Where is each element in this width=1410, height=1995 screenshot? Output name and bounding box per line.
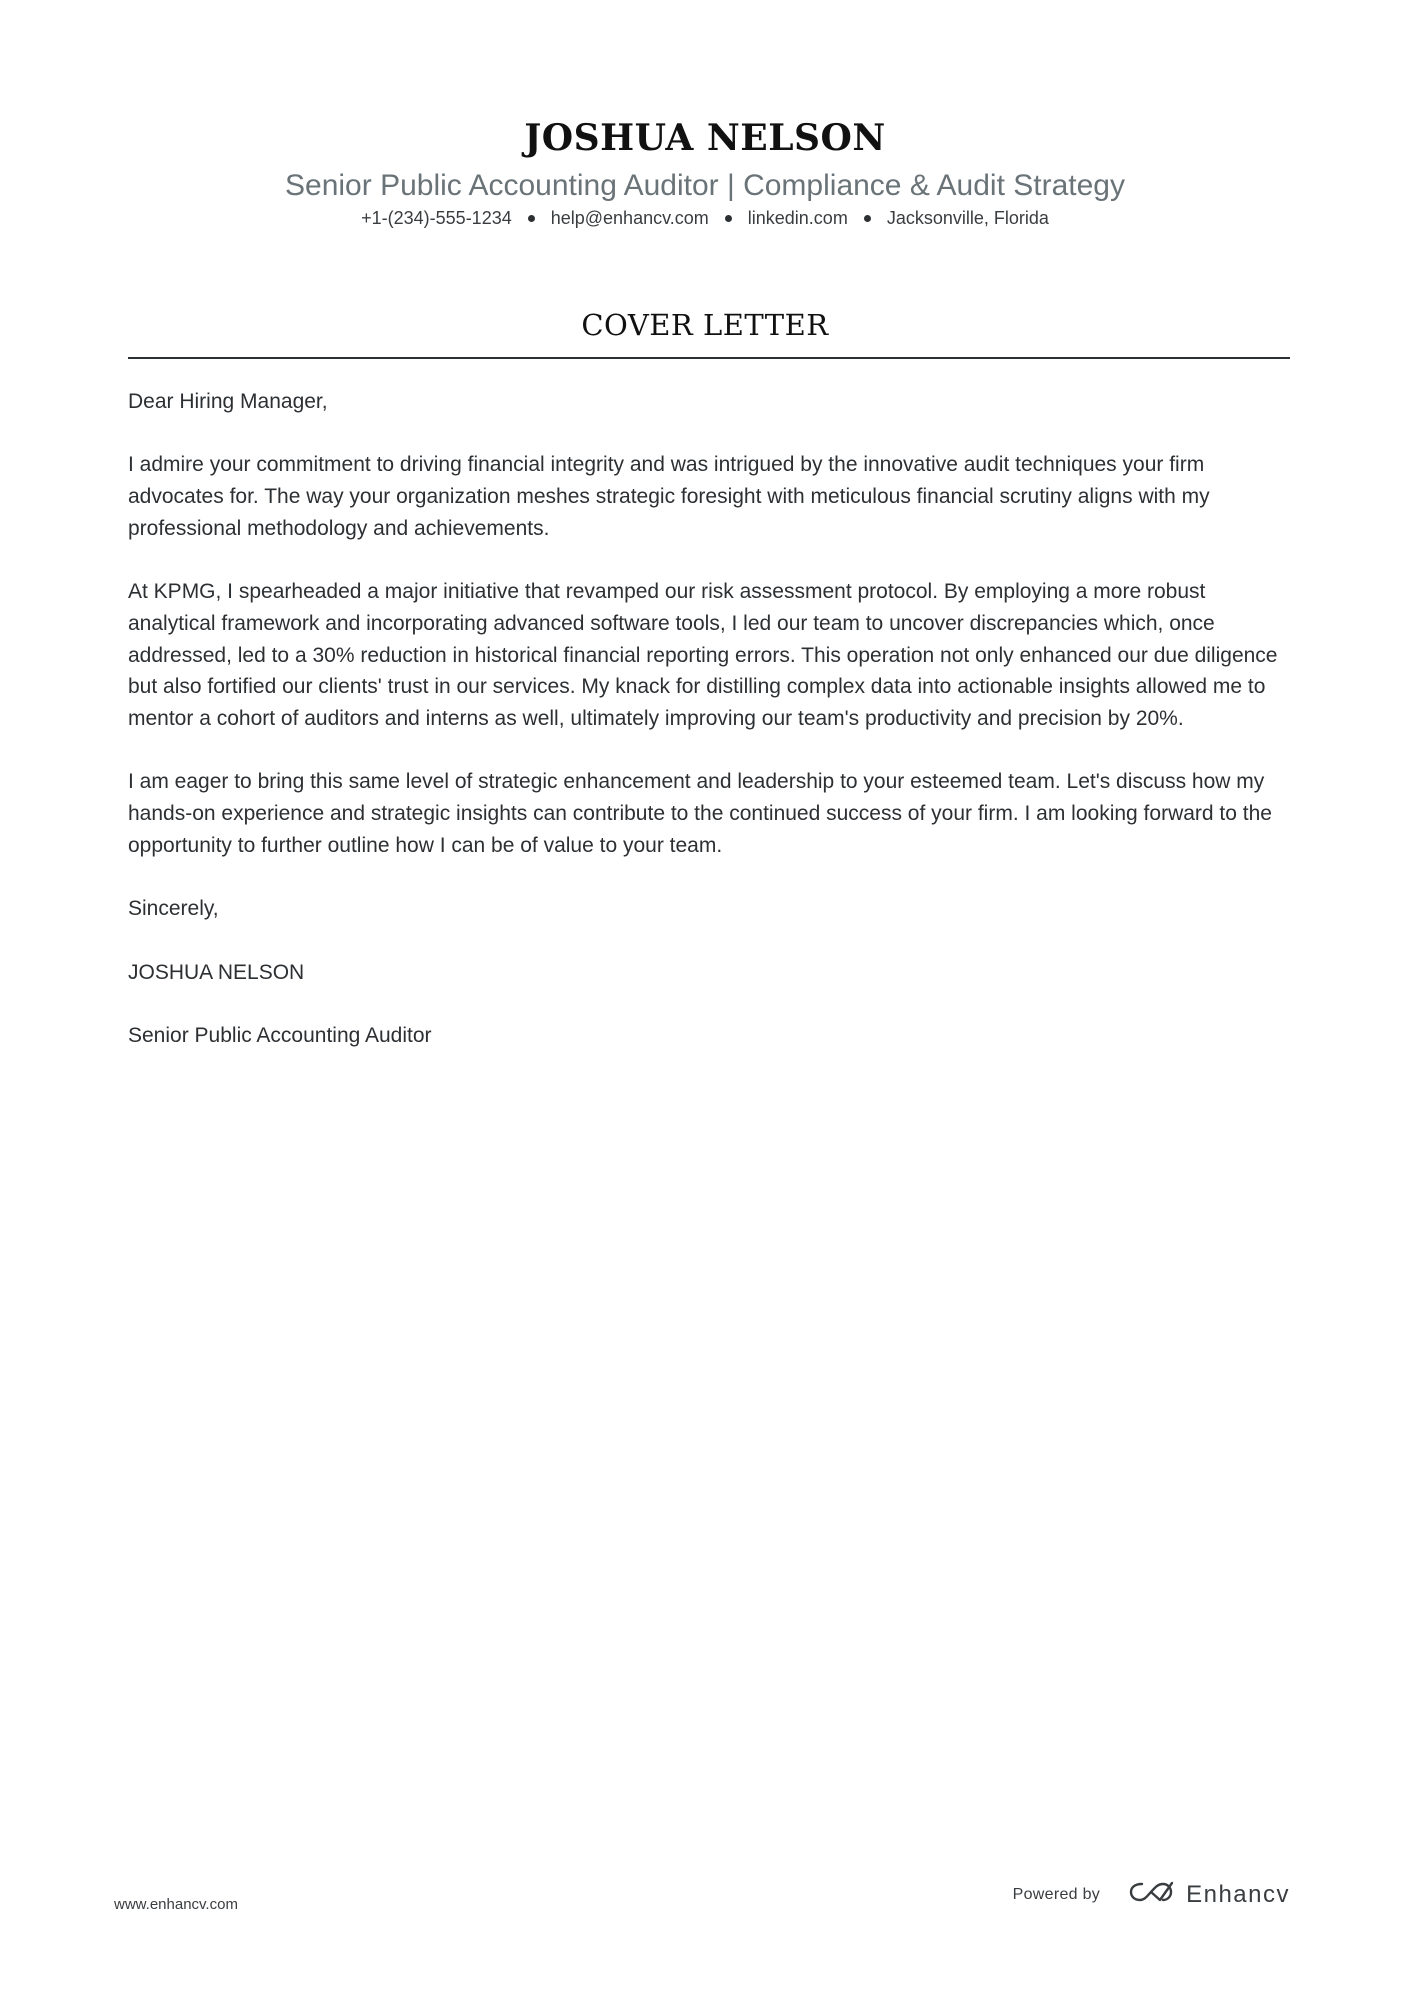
signature-title: Senior Public Accounting Auditor bbox=[128, 1023, 432, 1047]
letter-body bbox=[128, 386, 1298, 1083]
letter-paragraph: I admire your commitment to driving financial integrity and was intrigued by the innovative audit techniques your firm advocates for. The way your organization meshes strategic foresight with meticulous financial scrutiny aligns with my professional methodology and achievements. bbox=[128, 453, 1210, 540]
applicant-subtitle: Senior Public Accounting Auditor | Compliance & Audit Strategy bbox=[285, 169, 1125, 202]
letter-paragraph: I am eager to bring this same level of strategic enhancement and leadership to your esteemed team. Let's discuss how my hands-on experience and strategic insights can contribute to the continued success of your firm. I am looking forward to the opportunity to further outline how I can be of value to your team. bbox=[128, 770, 1272, 857]
letter-paragraph: At KPMG, I spearheaded a major initiative that revamped our risk assessment protocol. By employing a more robust analytical framework and incorporating advanced software tools, I led our team to uncover discrepancies which, once addressed, led to a 30% reduction in historical financial reporting errors. This operation not only enhanced our due diligence but also fortified our clients' trust in our services. My knack for distilling complex data into actionable insights allowed me to mentor a cohort of auditors and interns as well, ultimately improving our team's productivity and precision by 20%. bbox=[128, 580, 1278, 730]
brand-name: Enhancv bbox=[1186, 1880, 1290, 1908]
footer-url[interactable]: www.enhancv.com bbox=[114, 1896, 238, 1913]
contact-phone: +1-(234)-555-1234 bbox=[361, 208, 512, 228]
powered-by-badge[interactable] bbox=[1013, 1880, 1290, 1909]
contact-linkedin[interactable]: linkedin.com bbox=[747, 208, 848, 228]
resume-header bbox=[0, 112, 1410, 230]
title-divider bbox=[128, 357, 1290, 359]
contact-email[interactable]: help@enhancv.com bbox=[550, 208, 709, 228]
salutation: Dear Hiring Manager, bbox=[128, 390, 328, 413]
signature-name: JOSHUA NELSON bbox=[128, 960, 305, 984]
bullet-separator bbox=[528, 215, 535, 222]
powered-by-label: Powered by bbox=[1012, 1885, 1101, 1903]
contact-location: Jacksonville, Florida bbox=[886, 208, 1049, 228]
bullet-separator bbox=[864, 215, 871, 222]
closing: Sincerely, bbox=[128, 897, 219, 921]
enhancv-logo-icon bbox=[1128, 1880, 1174, 1909]
applicant-name: JOSHUA NELSON bbox=[524, 117, 886, 159]
contact-line bbox=[0, 206, 1410, 230]
cover-letter-title: COVER LETTER bbox=[581, 308, 829, 342]
bullet-separator bbox=[725, 215, 732, 222]
